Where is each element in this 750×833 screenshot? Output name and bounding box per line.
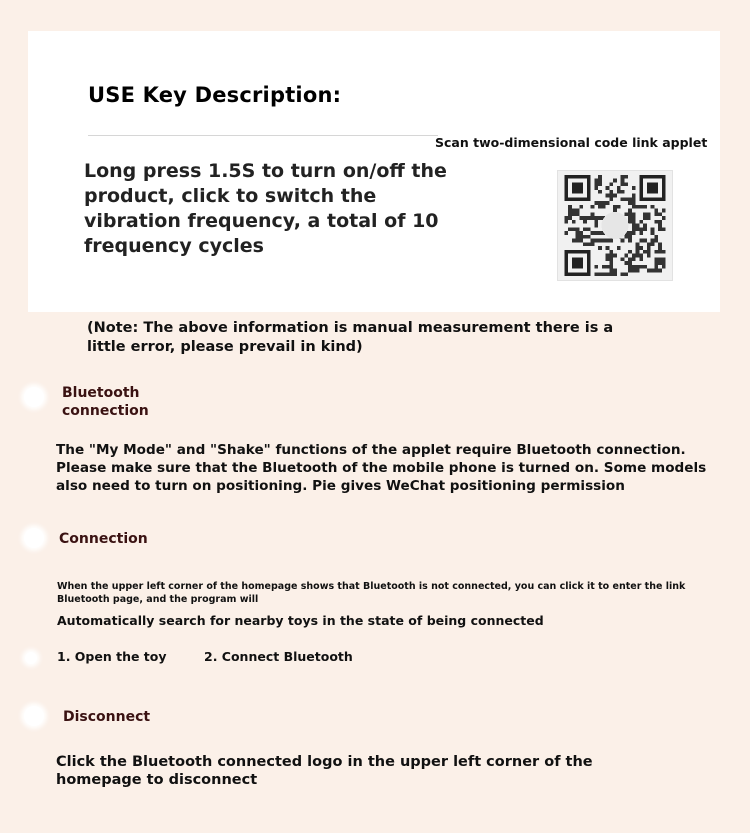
qr-code-graphic: [558, 171, 672, 280]
section-heading-bluetooth: [62, 384, 149, 420]
step-open-toy: 1. Open the toy: [57, 649, 167, 664]
steps-bullet: [25, 652, 37, 664]
key-description-text: Long press 1.5S to turn on/off the product, click to switch the vibration frequency, a total of 10 frequency cycles: [84, 160, 447, 257]
section-heading-connection: Connection: [59, 531, 148, 547]
bluetooth-description: The "My Mode" and "Shake" functions of the applet require Bluetooth connection. Please make sure that the Bluetooth of the mobile phone is turned on. Some models also need to turn on positioning. Pie gives WeChat positioning permission: [56, 442, 707, 494]
key-description-card: [28, 31, 720, 312]
section-bullet-bluetooth: [24, 387, 44, 407]
section-bullet-connection: [24, 528, 44, 548]
section-heading-disconnect: Disconnect: [63, 709, 151, 725]
bluetooth-heading-line2: connection: [62, 403, 149, 419]
measurement-note: (Note: The above information is manual measurement there is a little error, please prevail in kind): [87, 320, 614, 355]
bluetooth-heading-line1: Bluetooth: [62, 385, 140, 401]
title-divider: [88, 135, 438, 136]
qr-code-image: [557, 170, 673, 281]
card-title: USE Key Description:: [88, 83, 342, 107]
disconnect-description: Click the Bluetooth connected logo in the upper left corner of the homepage to disconnect: [56, 754, 593, 788]
connection-description: When the upper left corner of the homepage shows that Bluetooth is not connected, you can click it to enter the link Bluetooth page, and the program will: [57, 581, 686, 605]
connection-auto-search-text: Automatically search for nearby toys in the state of being connected: [57, 613, 544, 628]
step-connect-bluetooth: 2. Connect Bluetooth: [204, 649, 353, 664]
scan-code-label: Scan two-dimensional code link applet: [435, 135, 708, 150]
section-bullet-disconnect: [24, 706, 44, 726]
